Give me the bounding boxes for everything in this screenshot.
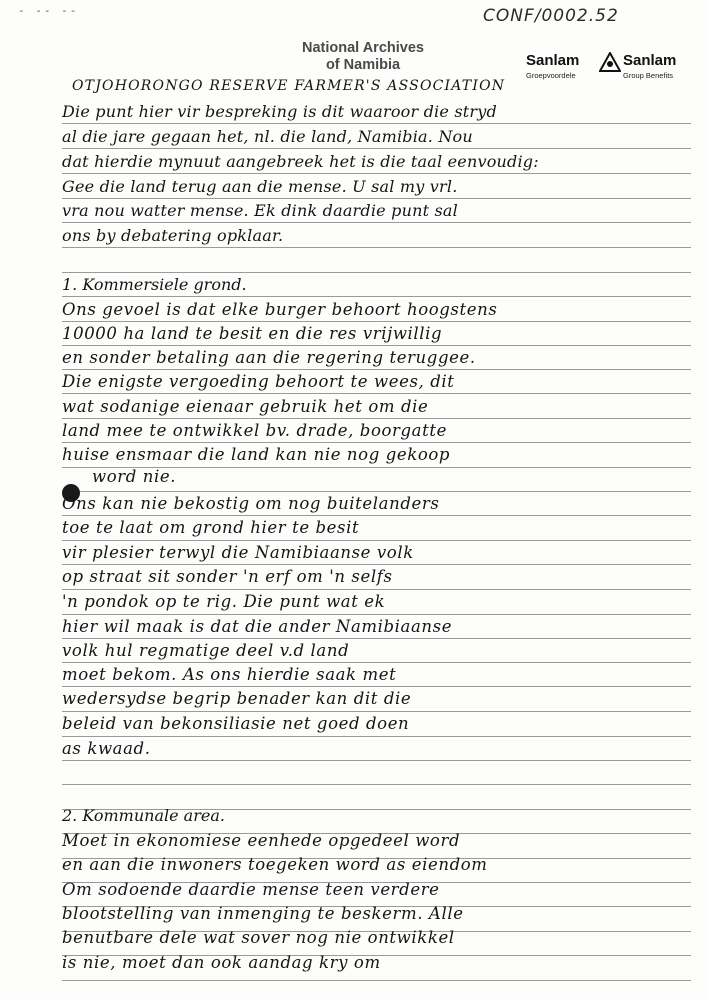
handwritten-line: Die enigste vergoeding behoort te wees, dit: [62, 372, 455, 391]
rule: [62, 321, 691, 322]
handwritten-line: vra nou watter mense. Ek dink daardie punt sal: [62, 201, 458, 220]
handwritten-line: is nie, moet dan ook aandag kry om: [62, 953, 381, 972]
rule: [62, 272, 691, 273]
corner-mark: - -- --: [18, 4, 79, 17]
brand-subtitle: Group Benefits: [623, 71, 674, 80]
brand-subtitle: Groepvoordele: [526, 71, 576, 80]
section-heading: 2. Kommunale area.: [62, 806, 225, 825]
handwritten-line: op straat sit sonder 'n erf om 'n selfs: [62, 567, 393, 586]
rule: [62, 638, 691, 639]
handwritten-line: toe te laat om grond hier te besit: [62, 518, 360, 537]
archive-stamp-line: National Archives: [302, 40, 424, 56]
rule: [62, 662, 691, 663]
handwritten-line: beleid van bekonsiliasie net goed doen: [62, 714, 410, 733]
rule: [62, 614, 691, 615]
handwritten-line: hier wil maak is dat die ander Namibiaanse: [62, 617, 453, 636]
handwritten-line: Om sodoende daardie mense teen verdere: [62, 880, 440, 899]
sanlam-logo: [523, 52, 683, 82]
handwritten-line: Moet in ekonomiese eenhede opgedeel word: [62, 831, 461, 850]
handwritten-line: Die punt hier vir bespreking is dit waaroor die stryd: [62, 102, 497, 121]
archive-stamp-line: of Namibia: [325, 57, 401, 73]
handwritten-line: as kwaad.: [62, 739, 151, 758]
rule: [62, 148, 691, 149]
rule: [62, 345, 691, 346]
handwritten-line: 10000 ha land te besit en die res vrijwillig: [62, 324, 443, 343]
brand-name: Sanlam: [623, 52, 677, 69]
handwritten-line: en sonder betaling aan die regering teruggee.: [62, 348, 476, 367]
handwritten-line: Ons kan nie bekostig om nog buitelanders: [62, 494, 440, 513]
rule: [62, 540, 691, 541]
rule: [62, 736, 691, 737]
sanlam-emblem-icon: [599, 52, 621, 74]
rule: [62, 369, 691, 370]
handwritten-line: wedersydse begrip benader kan dit die: [62, 689, 412, 708]
rule: [62, 589, 691, 590]
handwritten-line: al die jare gegaan het, nl. die land, Namibia. Nou: [62, 127, 473, 146]
rule: [62, 173, 691, 174]
rule: [62, 711, 691, 712]
rule: [62, 247, 691, 248]
rule: [62, 442, 691, 443]
rule: [62, 784, 691, 785]
rule: [62, 296, 691, 297]
handwritten-line: en aan die inwoners toegeken word as eiendom: [62, 855, 488, 874]
handwritten-line: moet bekom. As ons hierdie saak met: [62, 665, 397, 684]
handwritten-line: Ons gevoel is dat elke burger behoort hoogstens: [62, 300, 498, 319]
rule: [62, 222, 691, 223]
rule: [62, 418, 691, 419]
handwritten-line: huise ensmaar die land kan nie nog gekoop: [62, 445, 451, 464]
handwritten-line: vir plesier terwyl die Namibiaanse volk: [62, 543, 414, 562]
rule: [62, 564, 691, 565]
rule: [62, 491, 691, 492]
rule: [62, 515, 691, 516]
rule: [62, 686, 691, 687]
handwritten-line: Gee die land terug aan die mense. U sal my vrl.: [62, 177, 458, 196]
rule: [62, 123, 691, 124]
section-heading: 1. Kommersiele grond.: [62, 275, 247, 294]
organisation-name: OTJOHORONGO RESERVE FARMER'S ASSOCIATION: [72, 78, 506, 94]
handwritten-line: benutbare dele wat sover nog nie ontwikkel: [62, 928, 455, 947]
rule: [62, 760, 691, 761]
handwritten-line: wat sodanige eienaar gebruik het om die: [62, 397, 429, 416]
brand-name: Sanlam: [526, 52, 580, 69]
handwritten-line: blootstelling van inmenging te beskerm. Alle: [62, 904, 464, 923]
handwritten-line: 'n pondok op te rig. Die punt wat ek: [62, 592, 386, 611]
handwritten-line: ons by debatering opklaar.: [62, 226, 284, 245]
reference-number: CONF/0002.52: [483, 6, 619, 26]
rule: [62, 393, 691, 394]
rule: [62, 198, 691, 199]
handwritten-line: land mee te ontwikkel bv. drade, boorgatte: [62, 421, 447, 440]
handwritten-line: volk hul regmatige deel v.d land: [62, 641, 350, 660]
archive-stamp: [283, 40, 443, 74]
handwritten-line: dat hierdie mynuut aangebreek het is die taal eenvoudig:: [62, 152, 539, 171]
handwritten-line: word nie.: [92, 467, 177, 486]
rule: [62, 980, 691, 981]
